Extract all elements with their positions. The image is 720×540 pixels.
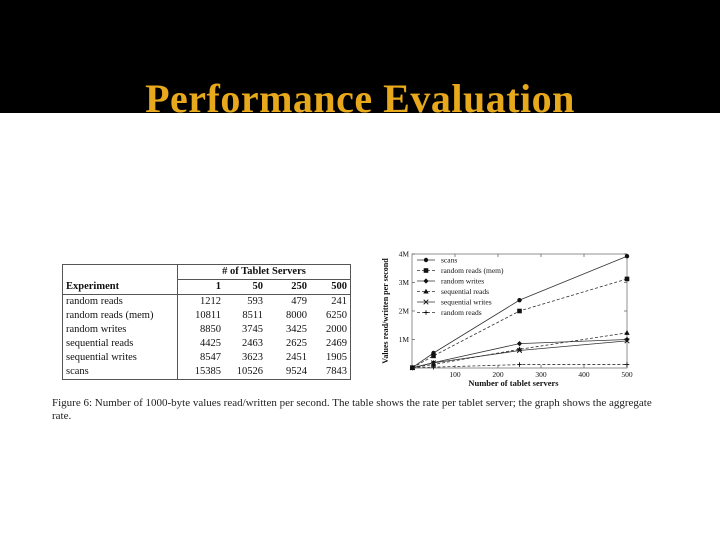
legend-label: random reads (mem) xyxy=(441,266,504,275)
value-cell: 15385 xyxy=(194,366,221,377)
table-row xyxy=(63,351,351,365)
experiment-cell: sequential reads xyxy=(63,337,178,351)
data-point xyxy=(517,341,522,346)
x-tick-label: 300 xyxy=(535,370,547,379)
experiment-cell: scans xyxy=(63,365,178,380)
experiment-cell: random reads xyxy=(63,295,178,310)
table-row xyxy=(63,323,351,337)
value-cell: 8000 xyxy=(286,310,307,321)
legend-marker xyxy=(424,268,429,273)
data-point xyxy=(517,298,521,302)
value-cell: 8547 xyxy=(200,352,221,363)
value-cell: 3425 xyxy=(286,324,307,335)
value-cell: 241 xyxy=(310,295,351,310)
legend-label: sequential reads xyxy=(441,287,490,296)
data-point xyxy=(431,354,436,359)
experiment-cell: sequential writes xyxy=(63,351,178,365)
data-point xyxy=(517,362,522,367)
data-point xyxy=(625,277,630,282)
y-tick-label: 2M xyxy=(398,306,409,316)
servers-group-header: # of Tablet Servers xyxy=(178,265,351,280)
legend-marker xyxy=(423,278,428,283)
column-header: 50 xyxy=(252,281,263,292)
x-tick-label: 200 xyxy=(492,370,504,379)
aggregate-throughput-chart xyxy=(378,240,640,396)
value-cell: 6250 xyxy=(326,310,347,321)
value-cell: 10811 xyxy=(195,310,221,321)
value-cell: 3623 xyxy=(242,352,263,363)
value-cell: 2000 xyxy=(326,324,347,335)
table-row xyxy=(63,295,351,310)
x-tick-label: 400 xyxy=(578,370,590,379)
experiment-cell: random writes xyxy=(63,323,178,337)
value-cell: 7843 xyxy=(326,366,347,377)
table-row xyxy=(63,309,351,323)
y-tick-label: 4M xyxy=(398,249,409,259)
value-cell: 9524 xyxy=(286,366,307,377)
x-axis-label: Number of tablet servers xyxy=(468,378,559,388)
slide-title: Performance Evaluation xyxy=(145,76,575,113)
y-tick-label: 1M xyxy=(398,335,409,344)
x-tick-label: 500 xyxy=(621,370,633,379)
legend-label: sequential writes xyxy=(441,297,492,307)
legend-marker xyxy=(424,310,429,315)
x-tick-label: 100 xyxy=(449,370,461,379)
value-cell: 2625 xyxy=(286,338,307,349)
value-cell: 8850 xyxy=(200,324,221,335)
value-cell: 479 xyxy=(266,295,310,310)
legend-label: random writes xyxy=(441,276,485,286)
data-point xyxy=(625,254,629,258)
value-cell: 3745 xyxy=(242,324,263,335)
value-cell: 8511 xyxy=(242,310,263,321)
value-cell: 593 xyxy=(224,295,266,310)
value-cell: 1212 xyxy=(178,295,225,310)
value-cell: 2469 xyxy=(326,338,347,349)
data-point xyxy=(624,330,629,335)
legend-marker xyxy=(424,258,428,262)
data-point xyxy=(517,309,522,314)
experiment-header: Experiment xyxy=(63,265,178,295)
experiment-cell: random reads (mem) xyxy=(63,309,178,323)
y-tick-label: 3M xyxy=(398,278,409,287)
column-header: 500 xyxy=(331,281,347,292)
value-cell: 1905 xyxy=(326,352,347,363)
value-cell: 2463 xyxy=(242,338,263,349)
slide-header xyxy=(0,0,720,113)
table-row xyxy=(63,365,351,380)
column-header: 1 xyxy=(215,281,221,292)
table-row xyxy=(63,337,351,351)
legend-label: random reads xyxy=(441,308,482,317)
value-cell: 10526 xyxy=(236,366,263,377)
throughput-table xyxy=(62,264,351,380)
column-header: 250 xyxy=(291,281,307,292)
y-axis-label: Values read/written per second xyxy=(381,258,390,364)
value-cell: 2451 xyxy=(286,352,307,363)
figure-caption: Figure 6: Number of 1000-byte values read/written per second. The table shows the rate per tablet server; the graph shows the aggregate rate. xyxy=(52,397,652,422)
legend-label: scans xyxy=(441,255,458,265)
data-point xyxy=(625,362,630,367)
value-cell: 4425 xyxy=(200,338,221,349)
